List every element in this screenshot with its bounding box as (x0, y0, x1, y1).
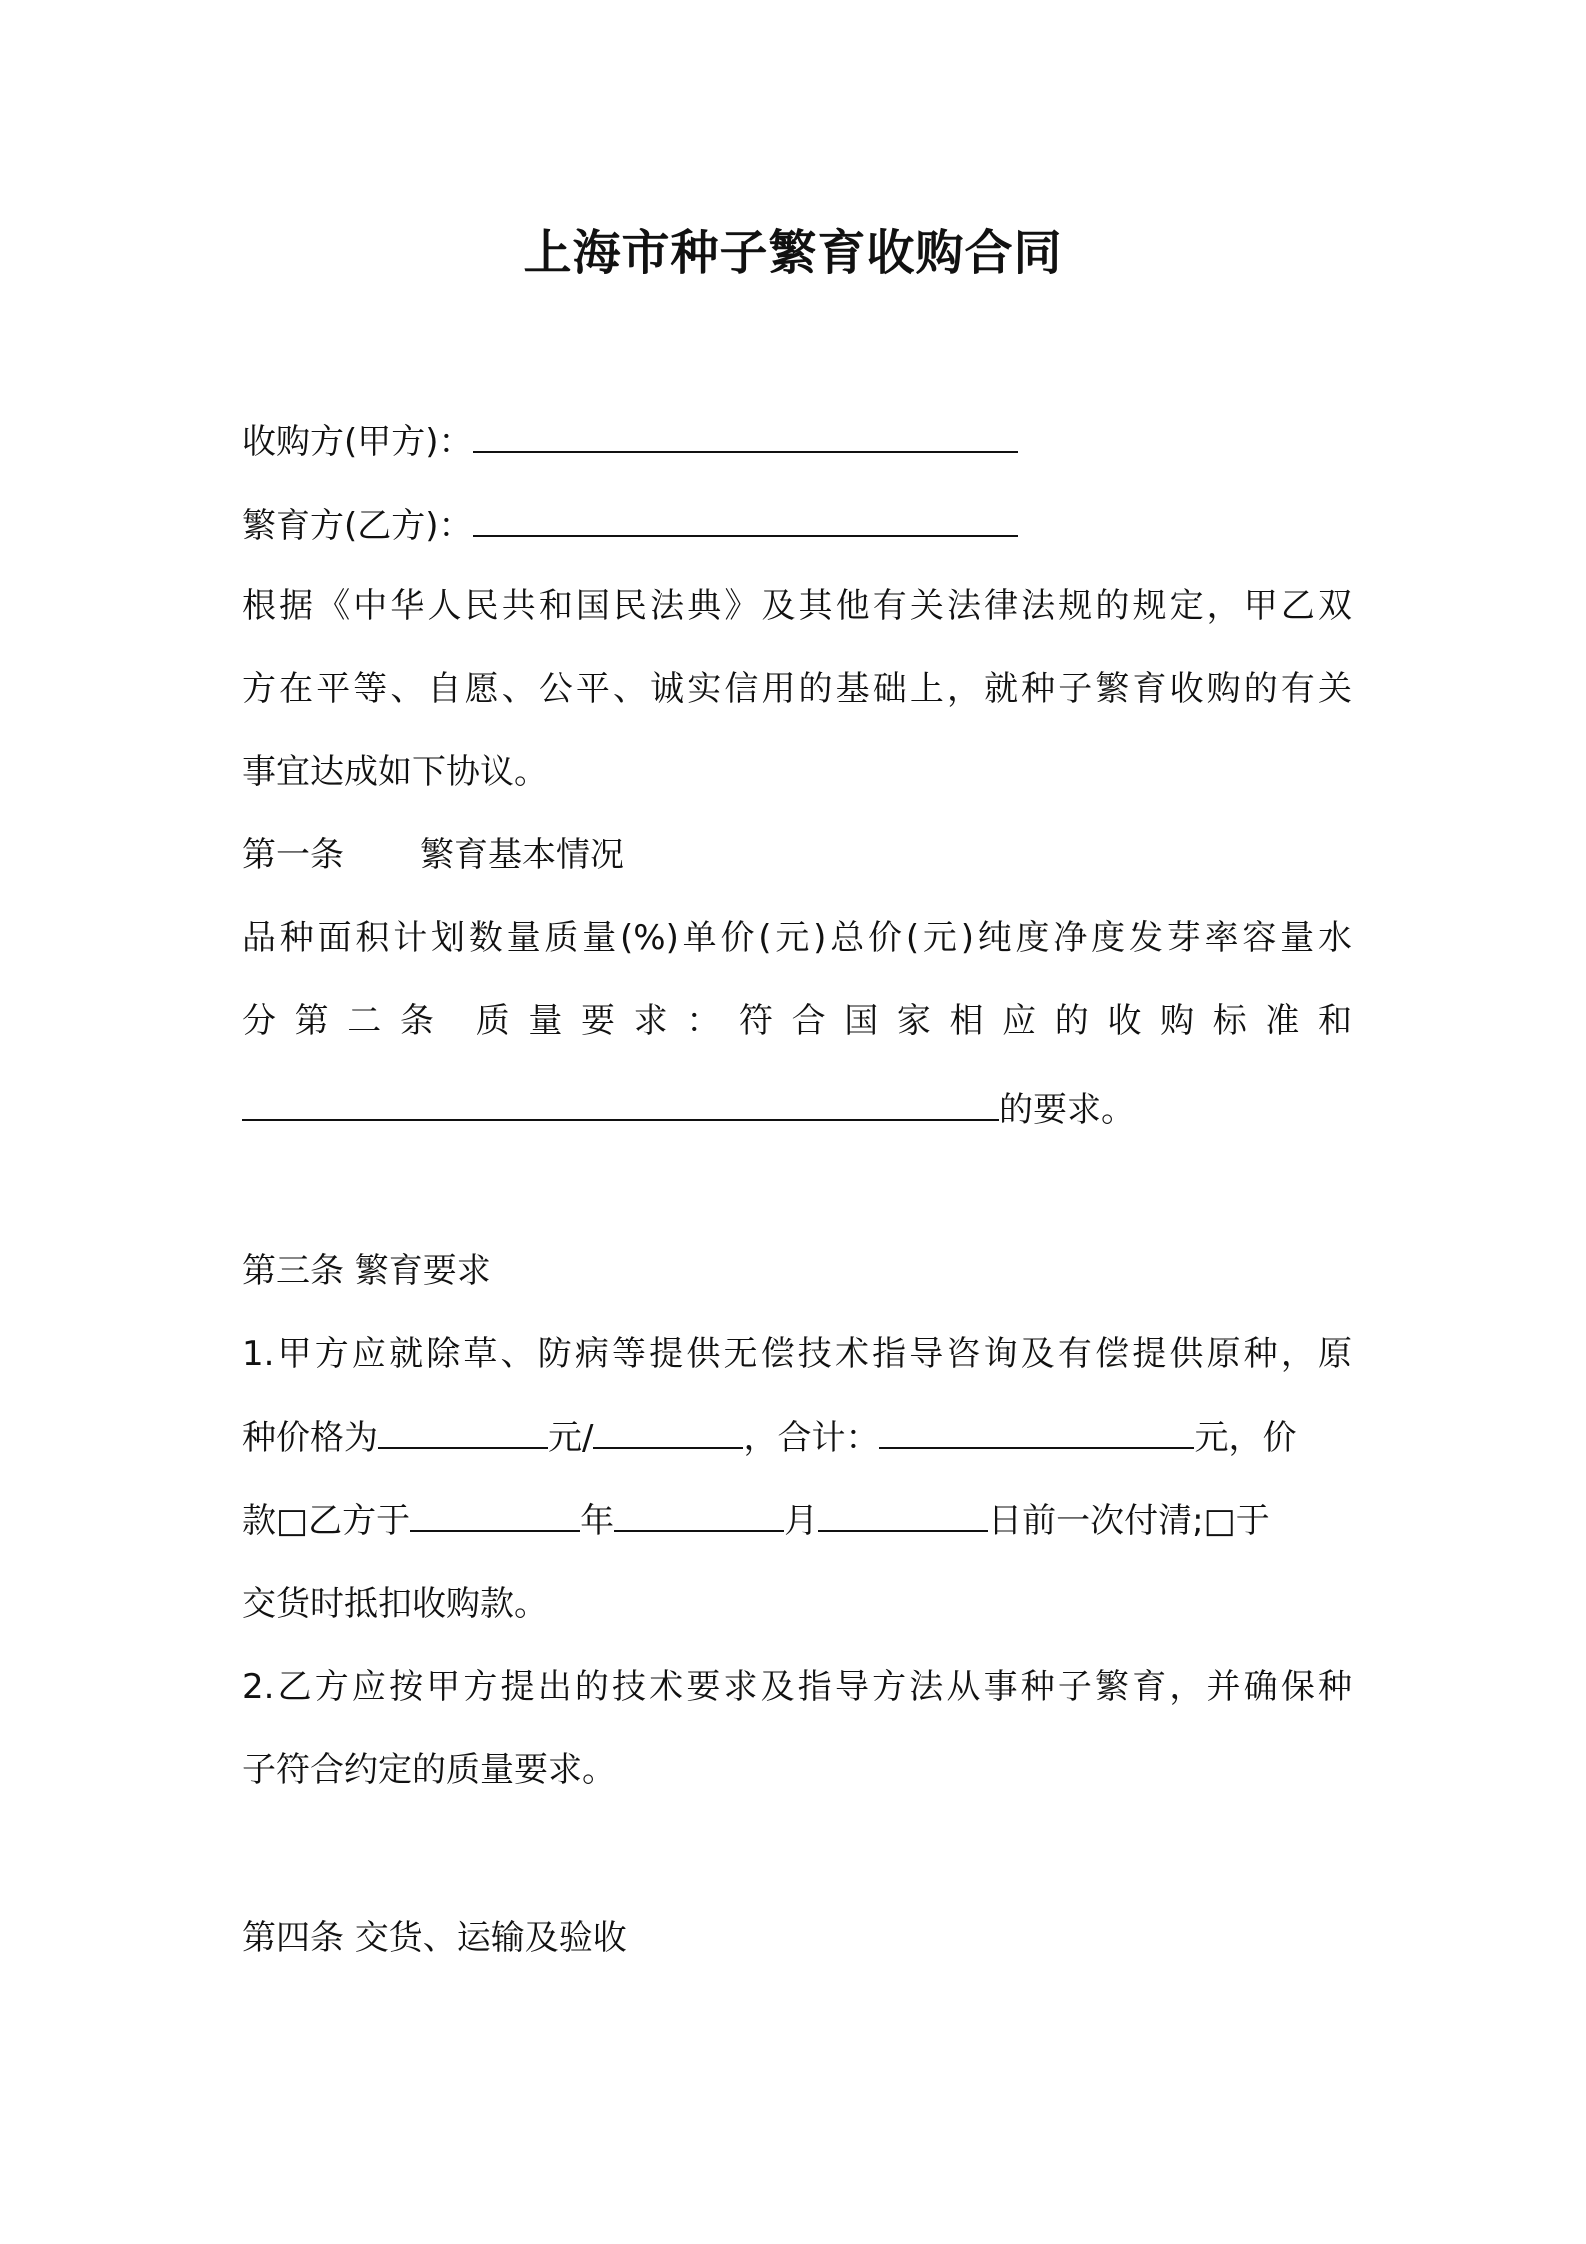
payment-month-blank[interactable] (614, 1500, 784, 1532)
article-2-line-1: 分 第 二 条 质 量 要 求 ： 符 合 国 家 相 应 的 收 购 标 准 和 (242, 1001, 1352, 1041)
party-a-line (242, 420, 1352, 464)
total-amount-blank[interactable] (879, 1417, 1194, 1449)
month-label: 月 (784, 1501, 819, 1541)
quality-standard-blank[interactable] (242, 1089, 999, 1121)
price-label: 种价格为 (242, 1418, 378, 1458)
table-header-line: 品种面积计划数量质量(%)单价(元)总价(元)纯度净度发芽率容量水 (242, 918, 1352, 958)
preamble-line-3: 事宜达成如下协议。 (242, 752, 548, 792)
party-a-label: 收购方(甲方)： (242, 422, 473, 462)
preamble-line-1: 根据《中华人民共和国民法典》及其他有关法律法规的规定，甲乙双 (242, 586, 1352, 626)
party-a-blank[interactable] (473, 421, 1018, 453)
article-3-item-2-line-1: 2.乙方应按甲方提出的技术要求及指导方法从事种子繁育，并确保种 (242, 1667, 1352, 1707)
article-3-item-1-line-4: 交货时抵扣收购款。 (242, 1584, 548, 1624)
article-3-item-1-line-2 (242, 1416, 1352, 1460)
total-unit-label: 元，价 (1194, 1418, 1297, 1458)
article-3-heading: 第三条 繁育要求 (242, 1251, 491, 1291)
article-4-heading: 第四条 交货、运输及验收 (242, 1918, 627, 1958)
preamble-line-2: 方在平等、自愿、公平、诚实信用的基础上，就种子繁育收购的有关 (242, 669, 1352, 709)
payment-day-blank[interactable] (818, 1500, 988, 1532)
article-1-number: 第一条 (242, 835, 344, 875)
price-unit-blank[interactable] (593, 1417, 743, 1449)
article-1-title: 繁育基本情况 (420, 835, 624, 875)
article-2-tail: 的要求。 (999, 1090, 1135, 1130)
article-3-item-2-line-2: 子符合约定的质量要求。 (242, 1750, 616, 1790)
payment-option-1-label: 款□乙方于 (242, 1501, 411, 1541)
document-title: 上海市种子繁育收购合同 (523, 225, 1063, 281)
total-label: ，合计： (743, 1418, 880, 1458)
article-1-heading (242, 833, 1352, 877)
party-b-line (242, 504, 1352, 548)
seed-price-blank[interactable] (378, 1417, 548, 1449)
payment-option-2-label: 日前一次付清;□于 (988, 1501, 1270, 1541)
price-unit-label: 元/ (548, 1418, 594, 1458)
party-b-label: 繁育方(乙方)： (242, 506, 473, 546)
payment-year-blank[interactable] (410, 1500, 580, 1532)
article-2-line-2 (242, 1088, 1352, 1132)
party-b-blank[interactable] (473, 505, 1018, 537)
year-label: 年 (580, 1501, 615, 1541)
article-3-item-1-line-3 (242, 1499, 1352, 1543)
article-3-item-1-line-1: 1.甲方应就除草、防病等提供无偿技术指导咨询及有偿提供原种，原 (242, 1334, 1352, 1374)
